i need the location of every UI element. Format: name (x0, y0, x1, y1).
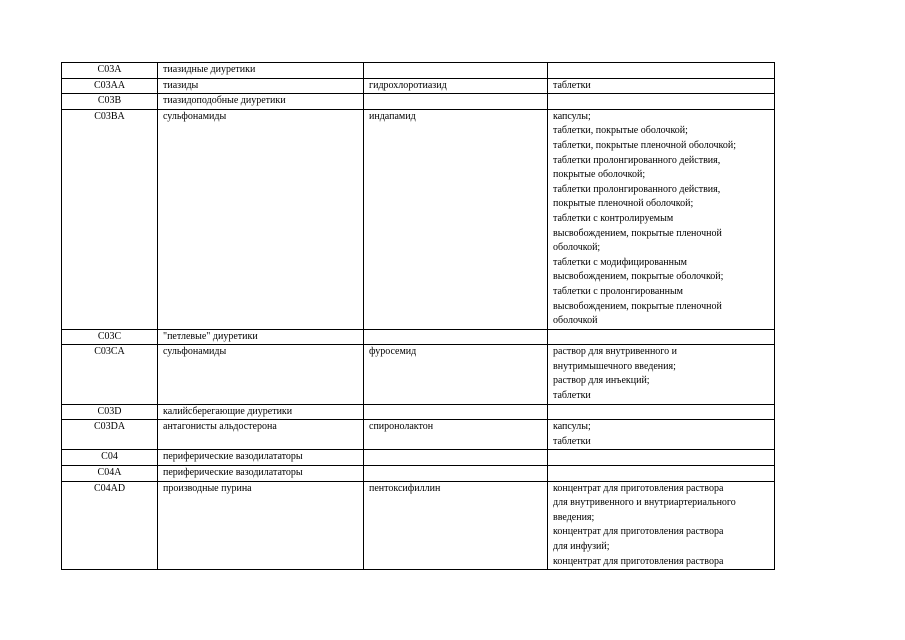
dosage-form-line: концентрат для приготовления раствора (553, 526, 724, 538)
dosage-form-line: внутримышечного введения; (553, 360, 676, 372)
dosage-form-line: для инфузий; (553, 541, 610, 552)
atc-code-cell: C04AD (62, 481, 158, 570)
pharmacological-group-cell: тиазидоподобные диуретики (158, 94, 364, 110)
pharmacological-group-cell: периферические вазодилататоры (158, 450, 364, 466)
drug-name-cell (364, 450, 548, 466)
dosage-form-line: таблетки с пролонгированным (553, 285, 684, 297)
dosage-form-line: введения; (553, 511, 595, 523)
table-row (62, 345, 775, 404)
atc-drug-table (61, 62, 775, 570)
pharmacological-group-cell: тиазидные диуретики (158, 63, 364, 79)
pharmacological-group-cell: антагонисты альдостерона (158, 420, 364, 450)
dosage-forms-cell (548, 450, 775, 466)
dosage-forms-cell (548, 94, 775, 110)
dosage-form-line: раствор для внутривенного и (553, 346, 678, 358)
atc-code-cell: C03BA (62, 109, 158, 329)
atc-code-cell: C04A (62, 466, 158, 482)
atc-code-cell: C03CA (62, 345, 158, 404)
table-row (62, 329, 775, 345)
drug-name-cell (364, 466, 548, 482)
dosage-form-line: высвобождением, покрытые пленочной (553, 227, 722, 239)
dosage-form-line: концентрат для приготовления раствора (553, 555, 724, 567)
dosage-forms-cell (548, 109, 775, 329)
atc-code-cell: C03A (62, 63, 158, 79)
dosage-form-line: концентрат для приготовления раствора (553, 482, 724, 494)
pharmacological-group-cell: тиазиды (158, 78, 364, 94)
dosage-form-line: оболочкой (553, 315, 598, 327)
dosage-form-line: таблетки с модифицированным (553, 256, 688, 268)
drug-name-cell (364, 63, 548, 79)
drug-name-cell: индапамид (364, 109, 548, 329)
dosage-form-line: таблетки, покрытые оболочкой; (553, 125, 688, 137)
atc-code-cell: C03DA (62, 420, 158, 450)
dosage-forms-cell (548, 481, 775, 570)
table-row (62, 420, 775, 450)
atc-code-cell: C03D (62, 404, 158, 420)
atc-code-cell: C03B (62, 94, 158, 110)
table-row (62, 78, 775, 94)
dosage-form-line: таблетки (553, 435, 591, 447)
atc-code-cell: C03C (62, 329, 158, 345)
dosage-form-line: высвобождением, покрытые оболочкой; (553, 271, 724, 283)
table-row (62, 404, 775, 420)
dosage-forms-cell (548, 420, 775, 450)
dosage-form-line: таблетки пролонгированного действия, (553, 154, 721, 166)
dosage-form-line: для внутривенного и внутриартериального (553, 497, 736, 509)
drug-name-cell (364, 329, 548, 345)
dosage-forms-cell (548, 329, 775, 345)
atc-code-cell: C03AA (62, 78, 158, 94)
dosage-forms-cell (548, 404, 775, 420)
pharmacological-group-cell: периферические вазодилататоры (158, 466, 364, 482)
dosage-form-line: капсулы; (553, 421, 591, 433)
dosage-form-line: раствор для инъекций; (553, 375, 650, 387)
table-row (62, 94, 775, 110)
table-row (62, 481, 775, 570)
dosage-form-line: покрытые пленочной оболочкой; (553, 198, 694, 210)
dosage-form-line: таблетки с контролируемым (553, 212, 674, 224)
dosage-form-line: таблетки (553, 390, 591, 402)
drug-name-cell: фуросемид (364, 345, 548, 404)
dosage-form-line: таблетки пролонгированного действия, (553, 183, 721, 195)
drug-name-cell: гидрохлоротиазид (364, 78, 548, 94)
table-row (62, 466, 775, 482)
dosage-forms-cell (548, 78, 775, 94)
pharmacological-group-cell: сульфонамиды (158, 345, 364, 404)
drug-name-cell: пентоксифиллин (364, 481, 548, 570)
dosage-form-line: таблетки, покрытые пленочной оболочкой; (553, 139, 737, 151)
dosage-form-line: таблетки (553, 79, 591, 91)
dosage-form-line: покрытые оболочкой; (553, 169, 646, 181)
dosage-forms-cell (548, 466, 775, 482)
table-row (62, 450, 775, 466)
pharmacological-group-cell: производные пурина (158, 481, 364, 570)
table-row (62, 63, 775, 79)
table-row (62, 109, 775, 329)
pharmacological-group-cell: калийсберегающие диуретики (158, 404, 364, 420)
drug-name-cell: спиронолактон (364, 420, 548, 450)
drug-name-cell (364, 404, 548, 420)
drug-name-cell (364, 94, 548, 110)
pharmacological-group-cell: "петлевые" диуретики (158, 329, 364, 345)
atc-code-cell: C04 (62, 450, 158, 466)
dosage-form-line: капсулы; (553, 110, 591, 122)
pharmacological-group-cell: сульфонамиды (158, 109, 364, 329)
dosage-form-line: высвобождением, покрытые пленочной (553, 300, 722, 312)
table-body (62, 63, 775, 570)
dosage-form-line: оболочкой; (553, 242, 601, 254)
dosage-forms-cell (548, 63, 775, 79)
dosage-forms-cell (548, 345, 775, 404)
